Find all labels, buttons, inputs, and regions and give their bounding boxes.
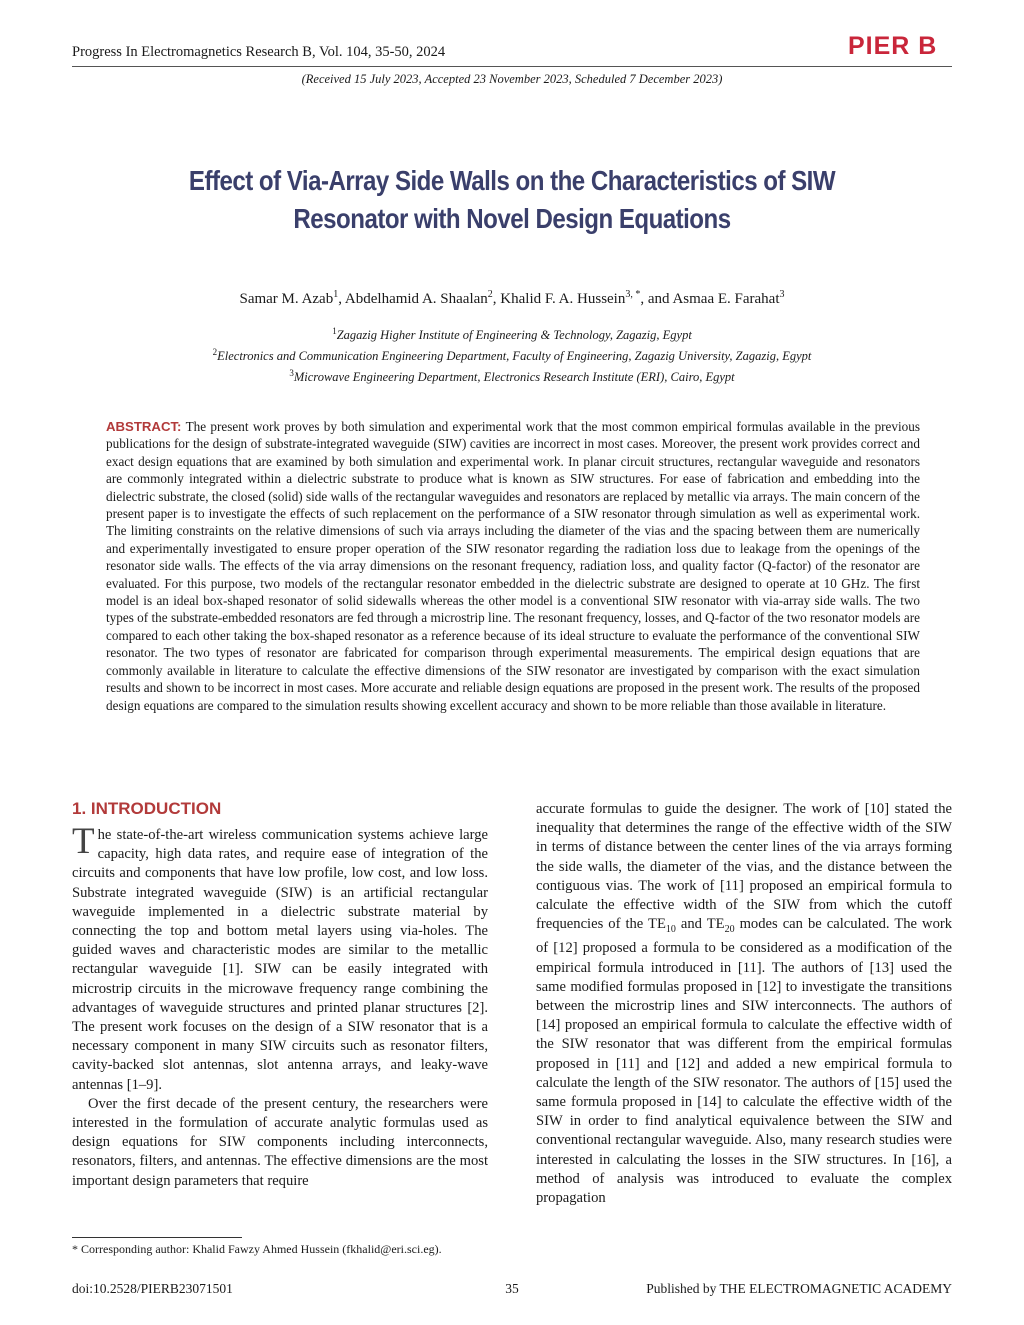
section-heading: 1. INTRODUCTION bbox=[72, 799, 222, 818]
mode-subscript: 20 bbox=[724, 924, 735, 936]
page-header bbox=[0, 0, 1024, 90]
author-list bbox=[0, 289, 1024, 308]
affiliation-text: Electronics and Communication Engineering Department, Faculty of Engineering, Zagazig University, Zagazig, Egypt bbox=[217, 349, 812, 364]
paragraph-text: modes can be calculated. The work of [12] proposed a formula to be considered as a modification of the empirical formula introduced in [11]. The authors of [13] used the same modified formulas proposed in [12] to investigate the transitions between the microstrip lines and SIW interconnects. The authors of [14] proposed an empirical formula to calculate the effective width of the SIW resonator that was different from the empirical formulas proposed in [11] and [12] and added a new empirical formula to calculate the length of the SIW resonator. The authors of [15] used the same formula proposed in [14] to calculate the effective width of the SIW in order to find analytical equivalence between the SIW and conventional rectangular waveguide. Also, many research studies were interested in calculating the losses in the SIW structures. In [16], a method of analysis was introduced to evaluate the complex propagation bbox=[536, 916, 953, 1206]
author-name: Asmaa E. Farahat bbox=[672, 291, 780, 307]
doi: doi:10.2528/PIERB23071501 bbox=[72, 1281, 233, 1296]
affiliations bbox=[0, 323, 1024, 386]
paragraph-text: accurate formulas to guide the designer. The work of [10] stated the inequality that determines the range of the effective width of the SIW in terms of distance between the center lines of the via arrays forming the side walls, the diameter of the vias, and the distance between the contiguous vias. The work of [11] proposed an empirical formula to calculate the effective width of the SIW from which the cutoff frequencies of the TE bbox=[536, 801, 952, 933]
affiliation-text: Zagazig Higher Institute of Engineering & Technology, Zagazig, Egypt bbox=[336, 328, 692, 343]
logo-text: PIER B bbox=[848, 32, 938, 60]
author-name: Abdelhamid A. Shaalan bbox=[344, 291, 488, 307]
right-column bbox=[536, 800, 952, 1208]
author-name: Samar M. Azab bbox=[239, 291, 334, 307]
abstract bbox=[106, 418, 920, 714]
paper-title bbox=[158, 162, 867, 238]
affiliation-sup: 2 bbox=[212, 347, 218, 358]
header-rule bbox=[72, 66, 952, 67]
pier-b-logo bbox=[848, 30, 952, 60]
title-line: Resonator with Novel Design Equations bbox=[293, 203, 731, 234]
author-sep: , bbox=[338, 291, 345, 307]
author-sup: 3 bbox=[779, 289, 785, 300]
publisher: Published by THE ELECTROMAGNETIC ACADEMY bbox=[646, 1281, 952, 1296]
left-column bbox=[72, 798, 488, 1191]
affiliation-text: Microwave Engineering Department, Electronics Research Institute (ERI), Cairo, Egypt bbox=[293, 370, 735, 385]
author-sup: 1 bbox=[333, 289, 339, 300]
affiliation bbox=[0, 323, 1024, 344]
drop-cap: T bbox=[72, 821, 95, 862]
author-sup: 3, * bbox=[625, 289, 641, 300]
corresponding-author-footnote: * Corresponding author: Khalid Fawzy Ahmed Hussein (fkhalid@eri.sci.eg). bbox=[72, 1242, 442, 1256]
intro-paragraph-2: Over the first decade of the present century, the researchers were interested in the formulation of accurate analytic formulas used as design equations for SIW components including interconnects, resonators, filters, and antennas. The effective dimensions are the most important design parameters that require bbox=[72, 1095, 488, 1189]
abstract-label: ABSTRACT: bbox=[106, 419, 182, 434]
paragraph-text: he state-of-the-art wireless communication systems achieve large capacity, high data rates, and require ease of integration of the circuits and components that have low profile, low cost, and low loss. Substrate integrated waveguide (SIW) is an artificial rectangular waveguide implemented in a dielectric substrate material by connecting the top and bottom metal layers using via-holes. The guided waves and characteristic modes are similar to the metallic rectangular waveguide [1]. SIW can be easily integrated with microstrip circuits in the microwave frequency range combining the advantages of waveguide structures and printed planar structures [2]. The present work focuses on the design of a SIW resonator that is a necessary component in many SIW circuits such as resonator filters, cavity-backed slot antennas, slot antenna arrays, and leaky-wave antennas [1–9]. bbox=[72, 827, 488, 1093]
mode-subscript: 10 bbox=[665, 924, 676, 936]
affiliation bbox=[0, 365, 1024, 386]
author-name: Khalid F. A. Hussein bbox=[500, 291, 626, 307]
affiliation bbox=[0, 344, 1024, 365]
journal-citation: Progress In Electromagnetics Research B, Vol. 104, 35-50, 2024 bbox=[72, 44, 446, 60]
author-sup: 2 bbox=[487, 289, 493, 300]
author-sep: , and bbox=[640, 291, 673, 307]
affiliation-sup: 3 bbox=[289, 368, 294, 379]
footnote-rule bbox=[72, 1237, 242, 1238]
affiliation-sup: 1 bbox=[332, 326, 337, 336]
intro-paragraph-1 bbox=[72, 821, 488, 1095]
received-dates: (Received 15 July 2023, Accepted 23 November 2023, Scheduled 7 December 2023) bbox=[301, 72, 723, 86]
author-sep: , bbox=[492, 291, 501, 307]
paragraph-text: and TE bbox=[675, 916, 725, 933]
title-line: Effect of Via-Array Side Walls on the Characteristics of SIW bbox=[188, 165, 836, 196]
page-number: 35 bbox=[505, 1281, 519, 1296]
abstract-text: The present work proves by both simulation and experimental work that the most common empirical formulas available in the previous publications for the design of substrate-integrated waveguide (SIW) cavities are incorrect in most cases. Moreover, the present work provides correct and exact design equations that are examined by both simulation and experimental work. In planar circuit structures, rectangular waveguide and resonators are commonly integrated within a dielectric substrate to produce what is known as SIW structures. For ease of fabrication and embedding into the dielectric substrate, the closed (solid) side walls of the rectangular waveguides and resonators are replaced by metallic via arrays. The main concern of the present paper is to investigate the effects of such replacement on the performance of a SIW resonator through simulation as well as experimental work. The limiting constraints on the relative dimensions of such via arrays including the diameter of the vias and the spacing between them are numerically and experimentally investigated to ensure proper operation of the SIW resonator regarding the radiation loss due to leakage from the openings of the resonator side walls. The effects of the via array dimensions on the resonant frequency, radiation loss, and quality factor (Q-factor) of the resonator are evaluated. For this purpose, two models of the rectangular resonator embedded in the dielectric substrate are designed to operate at 10 GHz. The first model is an ideal box-shaped resonator of solid sidewalls whereas the other model is a conventional SIW resonator with via-array side walls. The two types of the substrate-embedded resonators are fed through a microstrip line. The resonant frequency, losses, and Q-factor of the two resonator models are compared to each other taking the box-shaped resonator as a reference because of its ideal structure to evaluate the performance of the conventional SIW resonator. The two types of resonator are fabricated for comparison through experimental measurements. The empirical design equations that are commonly available in literature to calculate the effective dimensions of the SIW resonator are investigated by comparison with the exact simulation results and shown to be incorrect in most cases. More accurate and reliable design equations are proposed in the present work. The results of the proposed design equations are compared to the simulation results showing excellent accuracy and shown to be more reliable than those available in literature. bbox=[106, 419, 920, 713]
intro-paragraph-continued bbox=[536, 800, 952, 1208]
